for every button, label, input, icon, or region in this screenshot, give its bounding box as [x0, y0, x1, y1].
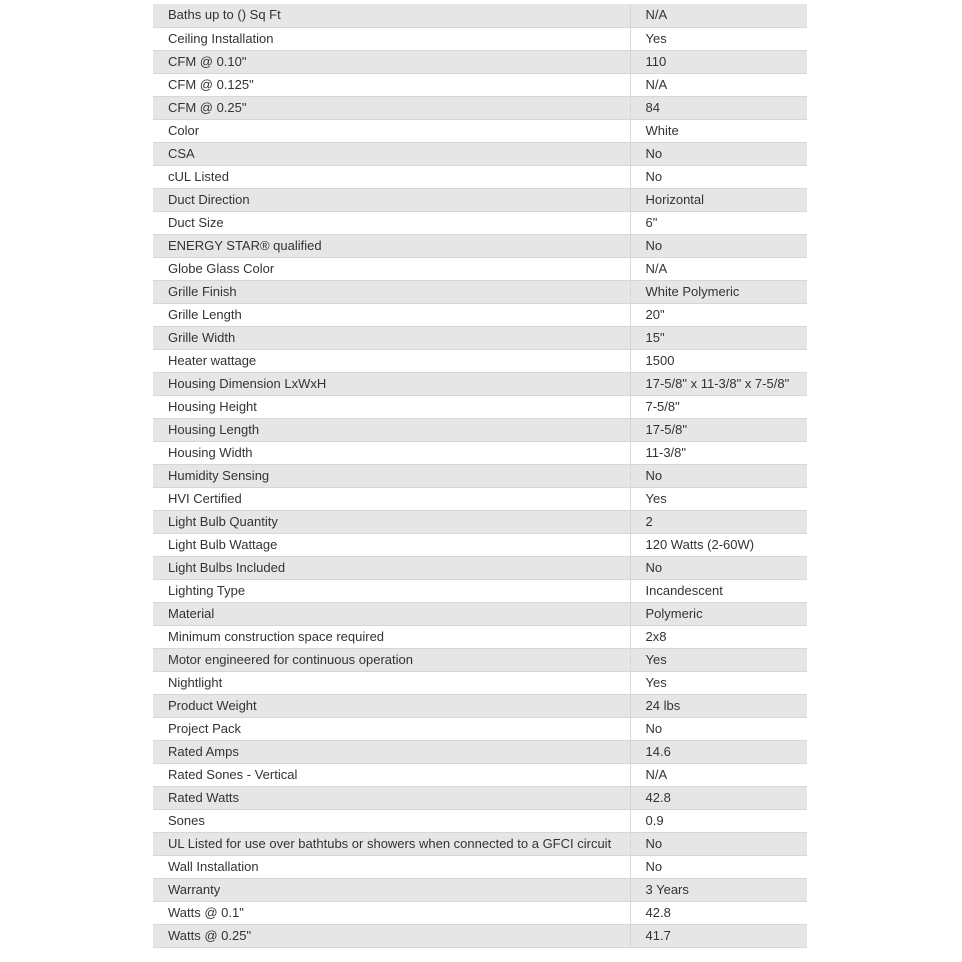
spec-value: 17-5/8" [630, 418, 807, 441]
spec-label: Project Pack [153, 717, 630, 740]
spec-value: 11-3/8" [630, 441, 807, 464]
table-row [153, 349, 807, 372]
spec-label: Rated Watts [153, 786, 630, 809]
spec-value: No [630, 556, 807, 579]
table-row [153, 878, 807, 901]
spec-value: 120 Watts (2-60W) [630, 533, 807, 556]
spec-label: CSA [153, 142, 630, 165]
table-row [153, 809, 807, 832]
spec-value: 42.8 [630, 901, 807, 924]
spec-value: 84 [630, 96, 807, 119]
spec-label: Watts @ 0.25" [153, 924, 630, 947]
table-row [153, 50, 807, 73]
spec-value: 17-5/8" x 11-3/8" x 7-5/8" [630, 372, 807, 395]
spec-value: 0.9 [630, 809, 807, 832]
spec-label: Light Bulb Wattage [153, 533, 630, 556]
spec-value: N/A [630, 73, 807, 96]
spec-label: CFM @ 0.125" [153, 73, 630, 96]
specifications-table [153, 4, 807, 948]
table-row [153, 510, 807, 533]
spec-label: CFM @ 0.25" [153, 96, 630, 119]
spec-value: 2 [630, 510, 807, 533]
spec-value: 14.6 [630, 740, 807, 763]
spec-label: Material [153, 602, 630, 625]
spec-label: Housing Height [153, 395, 630, 418]
spec-value: 15" [630, 326, 807, 349]
spec-label: Sones [153, 809, 630, 832]
spec-value: N/A [630, 257, 807, 280]
table-row [153, 832, 807, 855]
spec-label: Minimum construction space required [153, 625, 630, 648]
spec-label: Light Bulbs Included [153, 556, 630, 579]
table-row [153, 257, 807, 280]
spec-value: 6" [630, 211, 807, 234]
spec-value: No [630, 165, 807, 188]
spec-label: Motor engineered for continuous operation [153, 648, 630, 671]
table-row [153, 717, 807, 740]
spec-label: Nightlight [153, 671, 630, 694]
table-row [153, 211, 807, 234]
table-row [153, 487, 807, 510]
table-row [153, 924, 807, 947]
table-row [153, 901, 807, 924]
table-row [153, 648, 807, 671]
spec-label: CFM @ 0.10" [153, 50, 630, 73]
table-row [153, 395, 807, 418]
table-row [153, 119, 807, 142]
spec-value: Horizontal [630, 188, 807, 211]
table-row [153, 4, 807, 27]
spec-label: Humidity Sensing [153, 464, 630, 487]
spec-value: 24 lbs [630, 694, 807, 717]
spec-value: Polymeric [630, 602, 807, 625]
spec-value: Incandescent [630, 579, 807, 602]
spec-label: Housing Dimension LxWxH [153, 372, 630, 395]
spec-label: Product Weight [153, 694, 630, 717]
spec-label: Rated Amps [153, 740, 630, 763]
table-row [153, 740, 807, 763]
spec-value: White Polymeric [630, 280, 807, 303]
spec-value: Yes [630, 671, 807, 694]
spec-value: No [630, 717, 807, 740]
spec-value: 2x8 [630, 625, 807, 648]
table-row [153, 763, 807, 786]
table-row [153, 142, 807, 165]
table-row [153, 303, 807, 326]
spec-label: Heater wattage [153, 349, 630, 372]
spec-value: 42.8 [630, 786, 807, 809]
spec-label: Duct Direction [153, 188, 630, 211]
spec-value: N/A [630, 4, 807, 27]
spec-label: HVI Certified [153, 487, 630, 510]
spec-value: No [630, 832, 807, 855]
table-row [153, 579, 807, 602]
specifications-table-body [153, 4, 807, 947]
spec-label: UL Listed for use over bathtubs or showers when connected to a GFCI circuit [153, 832, 630, 855]
table-row [153, 27, 807, 50]
spec-value: Yes [630, 27, 807, 50]
table-row [153, 602, 807, 625]
table-row [153, 556, 807, 579]
spec-value: 110 [630, 50, 807, 73]
spec-value: No [630, 855, 807, 878]
spec-label: Grille Length [153, 303, 630, 326]
spec-value: 3 Years [630, 878, 807, 901]
table-row [153, 464, 807, 487]
spec-value: Yes [630, 648, 807, 671]
table-row [153, 165, 807, 188]
spec-value: 20" [630, 303, 807, 326]
spec-label: cUL Listed [153, 165, 630, 188]
table-row [153, 533, 807, 556]
table-row [153, 280, 807, 303]
spec-value: Yes [630, 487, 807, 510]
spec-value: White [630, 119, 807, 142]
spec-label: Wall Installation [153, 855, 630, 878]
spec-value: No [630, 234, 807, 257]
spec-label: ENERGY STAR® qualified [153, 234, 630, 257]
spec-label: Grille Width [153, 326, 630, 349]
spec-label: Rated Sones - Vertical [153, 763, 630, 786]
spec-label: Grille Finish [153, 280, 630, 303]
table-row [153, 441, 807, 464]
spec-label: Duct Size [153, 211, 630, 234]
spec-label: Watts @ 0.1" [153, 901, 630, 924]
spec-value: No [630, 142, 807, 165]
table-row [153, 855, 807, 878]
spec-label: Light Bulb Quantity [153, 510, 630, 533]
spec-label: Housing Length [153, 418, 630, 441]
table-row [153, 234, 807, 257]
table-row [153, 96, 807, 119]
spec-value: No [630, 464, 807, 487]
spec-value: 41.7 [630, 924, 807, 947]
table-row [153, 73, 807, 96]
spec-label: Baths up to () Sq Ft [153, 4, 630, 27]
table-row [153, 694, 807, 717]
spec-value: 1500 [630, 349, 807, 372]
table-row [153, 625, 807, 648]
spec-label: Globe Glass Color [153, 257, 630, 280]
table-row [153, 671, 807, 694]
spec-label: Ceiling Installation [153, 27, 630, 50]
table-row [153, 786, 807, 809]
spec-label: Color [153, 119, 630, 142]
spec-label: Warranty [153, 878, 630, 901]
spec-label: Housing Width [153, 441, 630, 464]
table-row [153, 418, 807, 441]
spec-label: Lighting Type [153, 579, 630, 602]
table-row [153, 188, 807, 211]
table-row [153, 326, 807, 349]
spec-value: 7-5/8" [630, 395, 807, 418]
table-row [153, 372, 807, 395]
spec-value: N/A [630, 763, 807, 786]
